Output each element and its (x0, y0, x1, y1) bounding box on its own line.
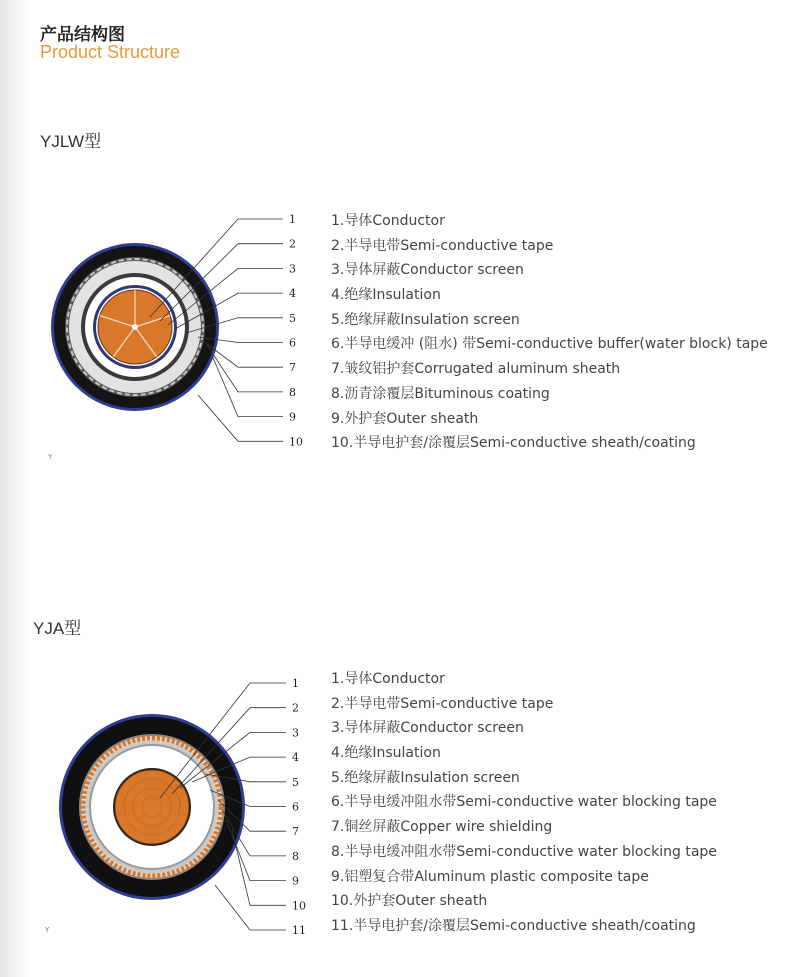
layer-number: 10 (292, 899, 306, 913)
conductor-center (132, 324, 138, 330)
leader-line (198, 395, 283, 441)
layer-item: 5.绝缘屏蔽Insulation screen (331, 311, 520, 328)
layer-item: 8.半导电缓冲阻水带Semi-conductive water blocking tape (331, 843, 717, 860)
layer-item: 9.铝塑复合带Aluminum plastic composite tape (331, 868, 649, 885)
layer-item: 7.皱纹铝护套Corrugated aluminum sheath (331, 361, 621, 378)
layer-item: 10.半导电护套/涂覆层Semi-conductive sheath/coating (331, 435, 696, 452)
layer-number: 5 (292, 775, 299, 789)
layer-item: 7.铜丝屏蔽Copper wire shielding (331, 819, 553, 836)
layer-item: 2.半导电带Semi-conductive tape (331, 237, 554, 254)
layer-number: 1 (292, 677, 299, 690)
section-title-yja: YJA型 (33, 619, 82, 638)
layer-number: 2 (292, 701, 299, 715)
layer-item: 5.绝缘屏蔽Insulation screen (331, 769, 520, 786)
layer-number: 1 (289, 213, 296, 226)
corner-mark: Y (48, 453, 53, 461)
layer-item: 3.导体屏蔽Conductor screen (331, 720, 524, 737)
layer-number: 2 (289, 237, 296, 251)
layer-item: 3.导体屏蔽Conductor screen (331, 262, 524, 279)
leader-line (211, 353, 283, 417)
layer-number-labels (292, 677, 306, 937)
layer-item: 11.半导电护套/涂覆层Semi-conductive sheath/coating (331, 917, 696, 934)
layer-legend-yjlw (331, 209, 768, 456)
layer-item: 2.半导电带Semi-conductive tape (331, 695, 554, 712)
layer-item: 1.导体Conductor (331, 671, 445, 687)
page-title-cn: 产品结构图 (40, 25, 125, 45)
cable-cross-section-yja (0, 670, 320, 940)
layer-number: 5 (289, 311, 296, 325)
leader-line (232, 830, 286, 905)
layer-number: 9 (292, 874, 299, 888)
layer-item: 6.半导电缓冲 (阻水) 带Semi-conductive buffer(water block) tape (331, 336, 768, 353)
layer-number: 6 (289, 336, 296, 350)
layer-number-labels (289, 213, 303, 448)
layer-number: 3 (292, 726, 299, 740)
layer-number: 7 (292, 825, 299, 839)
layer-number: 4 (289, 287, 296, 301)
conductor-core (115, 770, 189, 844)
layer-item: 1.导体Conductor (331, 213, 445, 229)
cable-cross-section-yjlw (0, 205, 320, 465)
layer-number: 4 (292, 751, 299, 765)
layer-number: 3 (289, 262, 296, 276)
layer-number: 11 (292, 924, 306, 937)
leader-line (215, 885, 286, 930)
layer-number: 10 (289, 435, 303, 449)
layer-item: 4.绝缘Insulation (331, 745, 441, 762)
layer-item: 10.外护套Outer sheath (331, 893, 488, 910)
layer-item: 6.半导电缓冲阻水带Semi-conductive water blocking tape (331, 794, 717, 811)
page-title-en: Product Structure (40, 42, 181, 62)
layer-number: 6 (292, 800, 299, 814)
layer-item: 9.外护套Outer sheath (331, 410, 479, 427)
layer-legend-yja (331, 667, 717, 939)
layer-item: 4.绝缘Insulation (331, 287, 441, 304)
corner-mark: Y (45, 926, 50, 934)
section-title-yjlw: YJLW型 (40, 132, 102, 151)
layer-item: 8.沥青涂覆层Bituminous coating (331, 385, 550, 402)
layer-number: 9 (289, 410, 296, 424)
layer-number: 8 (289, 385, 296, 399)
layer-number: 8 (292, 849, 299, 863)
layer-number: 7 (289, 361, 296, 375)
